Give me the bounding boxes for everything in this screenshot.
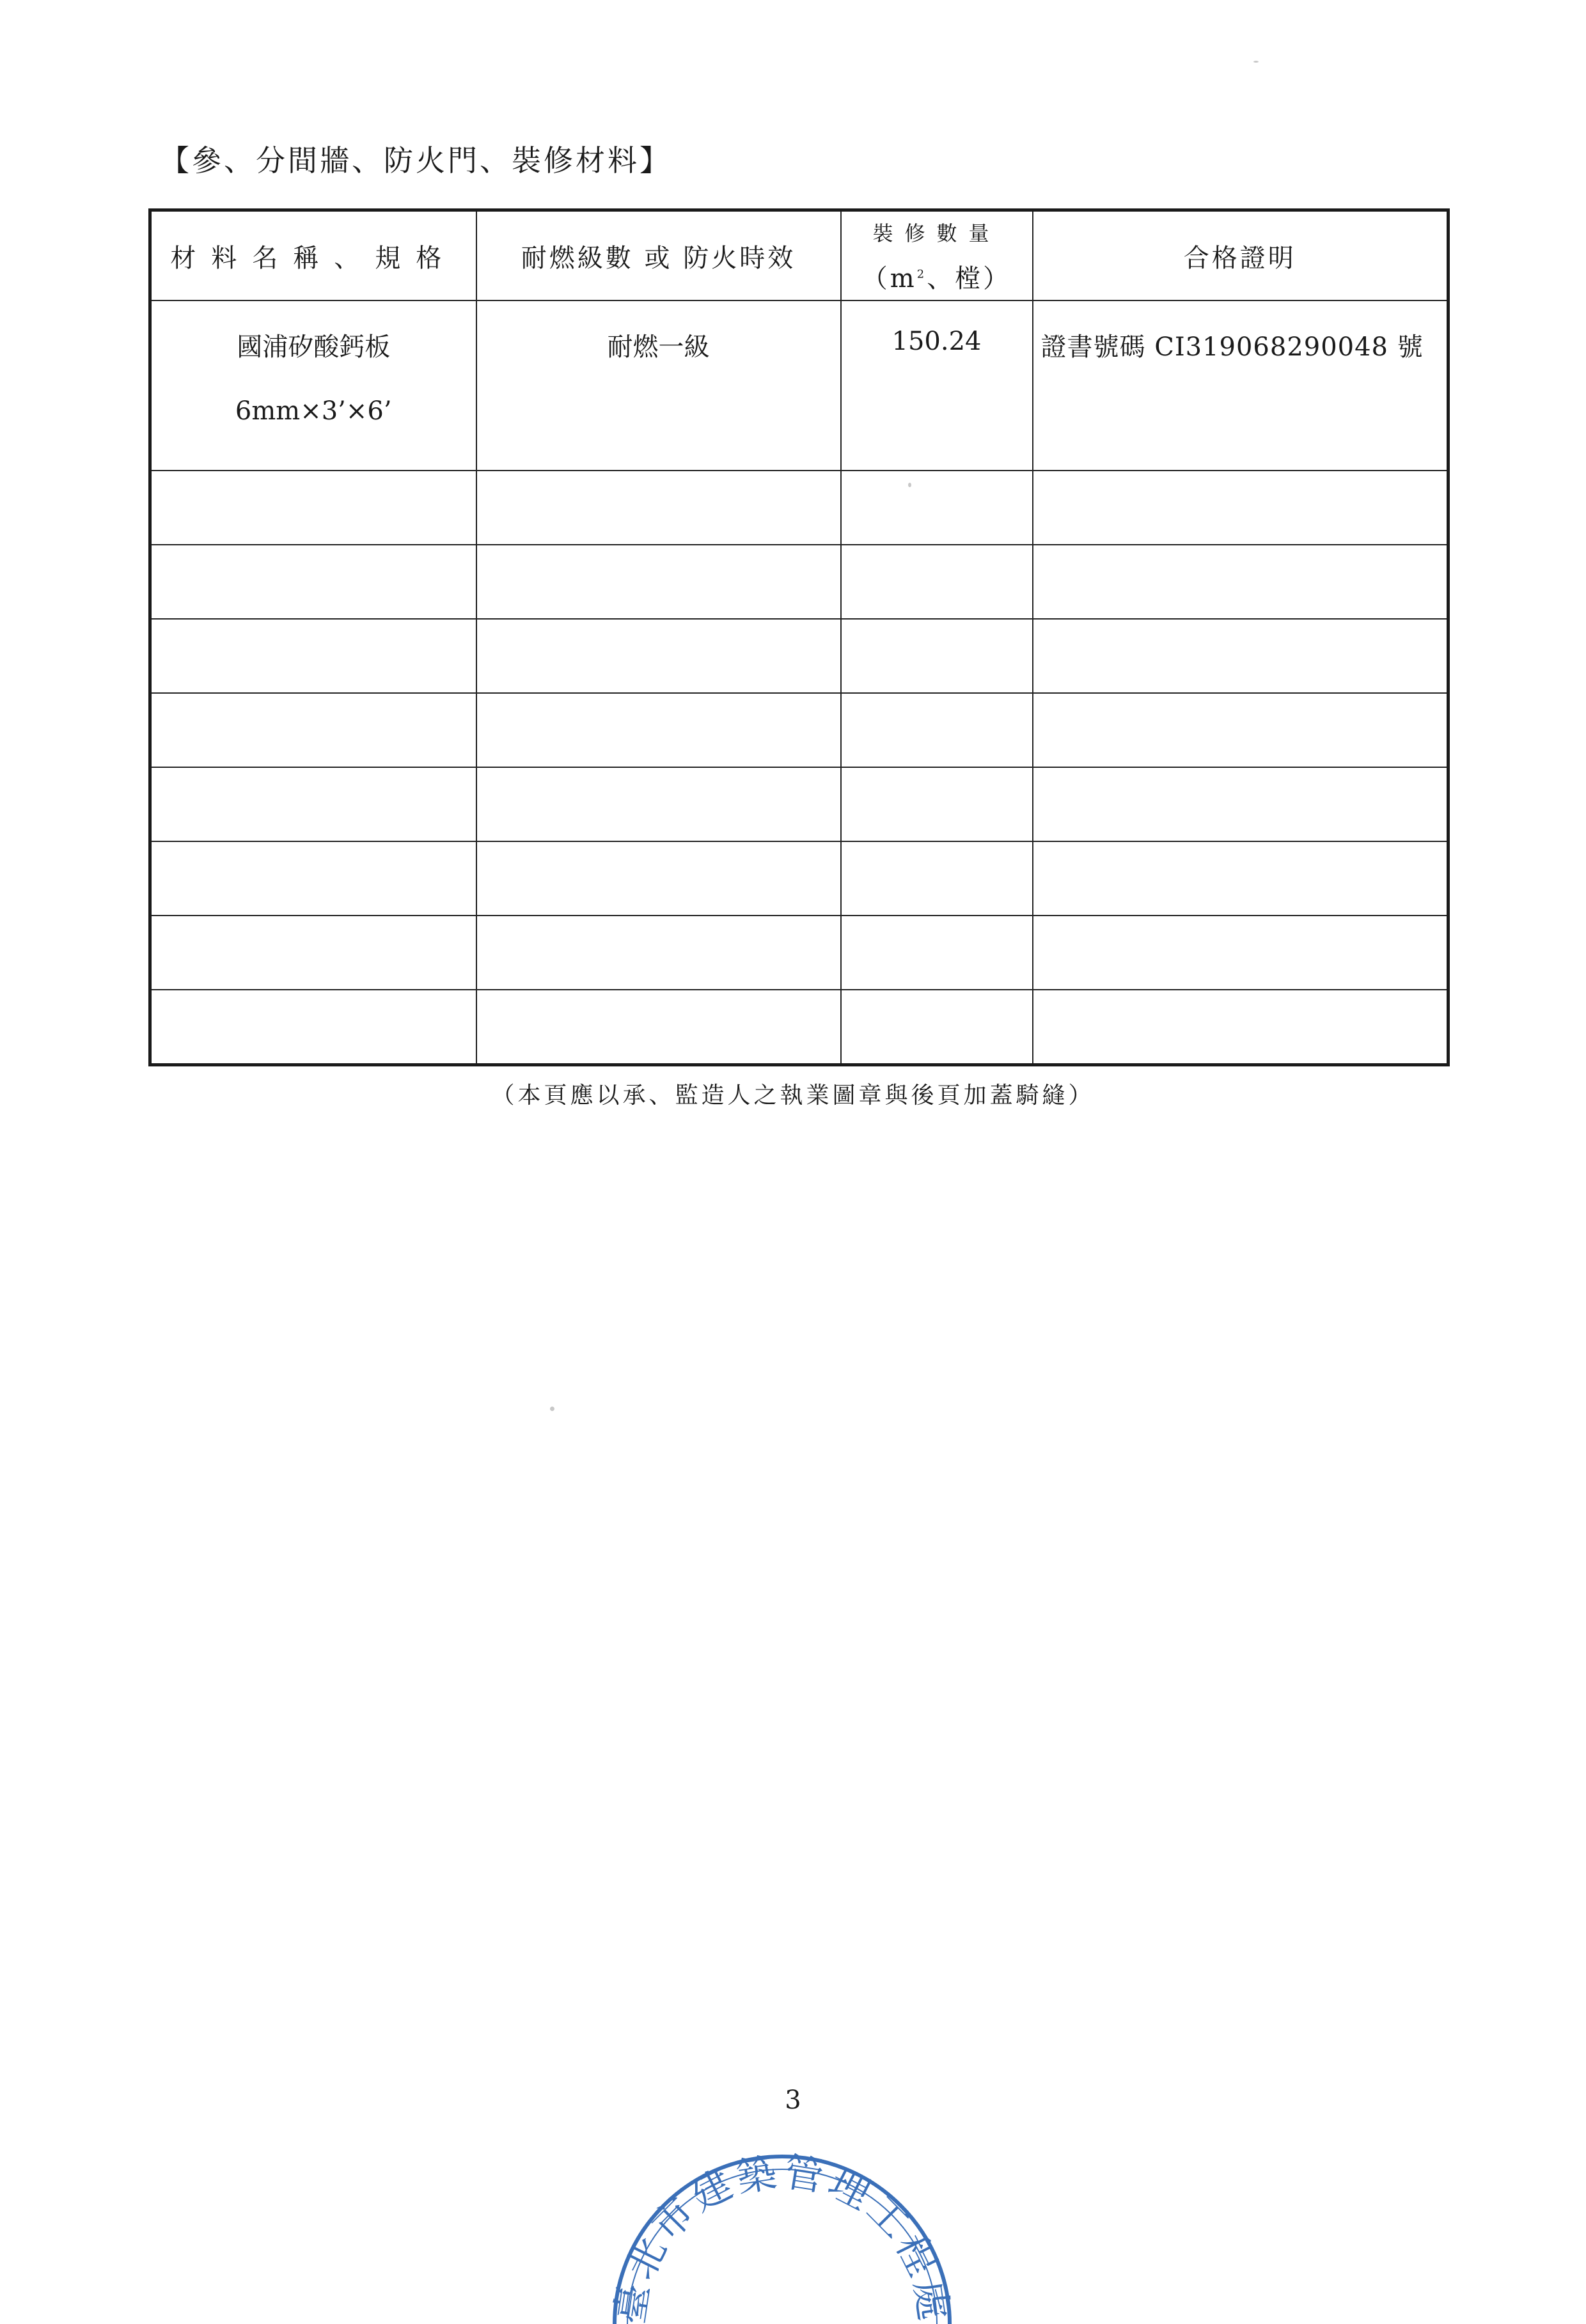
cell-certificate [1033,916,1449,990]
cell-fire-rating [476,841,841,916]
cell-quantity [841,990,1033,1065]
cell-certificate [1033,841,1449,916]
unit-superscript: 2 [916,267,927,281]
table-row [150,990,1449,1065]
scan-speck [1253,61,1259,63]
cell-fire-rating: 耐燃一級 [476,300,841,471]
cell-quantity [841,693,1033,767]
cell-fire-rating [476,916,841,990]
cell-certificate [1033,990,1449,1065]
seal-footnote: （本頁應以承、監造人之執業圖章與後頁加蓋騎縫） [491,1082,1095,1109]
cell-name-spec [150,693,476,767]
cell-name-spec [150,767,476,841]
table-row [150,841,1449,916]
cell-quantity [841,619,1033,693]
table-row [150,300,1449,471]
cell-fire-rating [476,471,841,545]
cell-quantity [841,841,1033,916]
cell-certificate [1033,619,1449,693]
table-row [150,471,1449,545]
table-row [150,693,1449,767]
unit-close: 、樘） [927,263,1012,293]
unit-open: （m [861,263,917,293]
cell-name-spec [150,990,476,1065]
cell-quantity: 150.24 [841,300,1033,471]
stamp-text: 臺北市建築管理工程處 [606,2148,959,2324]
table-row [150,767,1449,841]
cell-certificate: 證書號碼 CI319068290048 號 [1033,300,1449,471]
cell-material-name: 國浦矽酸鈣板 [237,332,391,362]
cell-quantity [841,471,1033,545]
cell-certificate [1033,693,1449,767]
header-quantity-unit [842,258,1032,295]
header-certificate: 合格證明 [1033,210,1449,301]
cell-certificate [1033,767,1449,841]
table-row [150,619,1449,693]
cell-material-spec: 6mm×3’×6’ [235,396,392,426]
scan-speck [550,1407,554,1411]
cell-certificate [1033,545,1449,619]
cell-quantity [841,767,1033,841]
cell-fire-rating [476,693,841,767]
table-header-row [150,210,1449,301]
materials-table [148,208,1450,1066]
header-name-spec: 材料名稱、規格 [150,210,476,301]
cell-fire-rating [476,767,841,841]
cell-name-spec [150,619,476,693]
official-stamp [600,2132,964,2324]
scan-speck [908,483,911,487]
section-title: 【參、分間牆、防火門、裝修材料】 [160,143,671,178]
cell-name-spec [150,545,476,619]
cell-name-spec [150,300,476,471]
cell-name-spec [150,916,476,990]
cell-quantity [841,916,1033,990]
cell-fire-rating [476,990,841,1065]
svg-text:臺北市建築管理工程處 [606,2148,958,2324]
cell-name-spec [150,841,476,916]
cell-fire-rating [476,545,841,619]
cell-name-spec [150,471,476,545]
header-quantity-label: 裝修數量 [872,221,1001,246]
cell-quantity [841,545,1033,619]
table-row [150,916,1449,990]
header-fire-rating: 耐燃級數 或 防火時效 [476,210,841,301]
table-row [150,545,1449,619]
cell-fire-rating [476,619,841,693]
cell-certificate [1033,471,1449,545]
page-number: 3 [785,2086,801,2115]
header-quantity [841,210,1033,301]
